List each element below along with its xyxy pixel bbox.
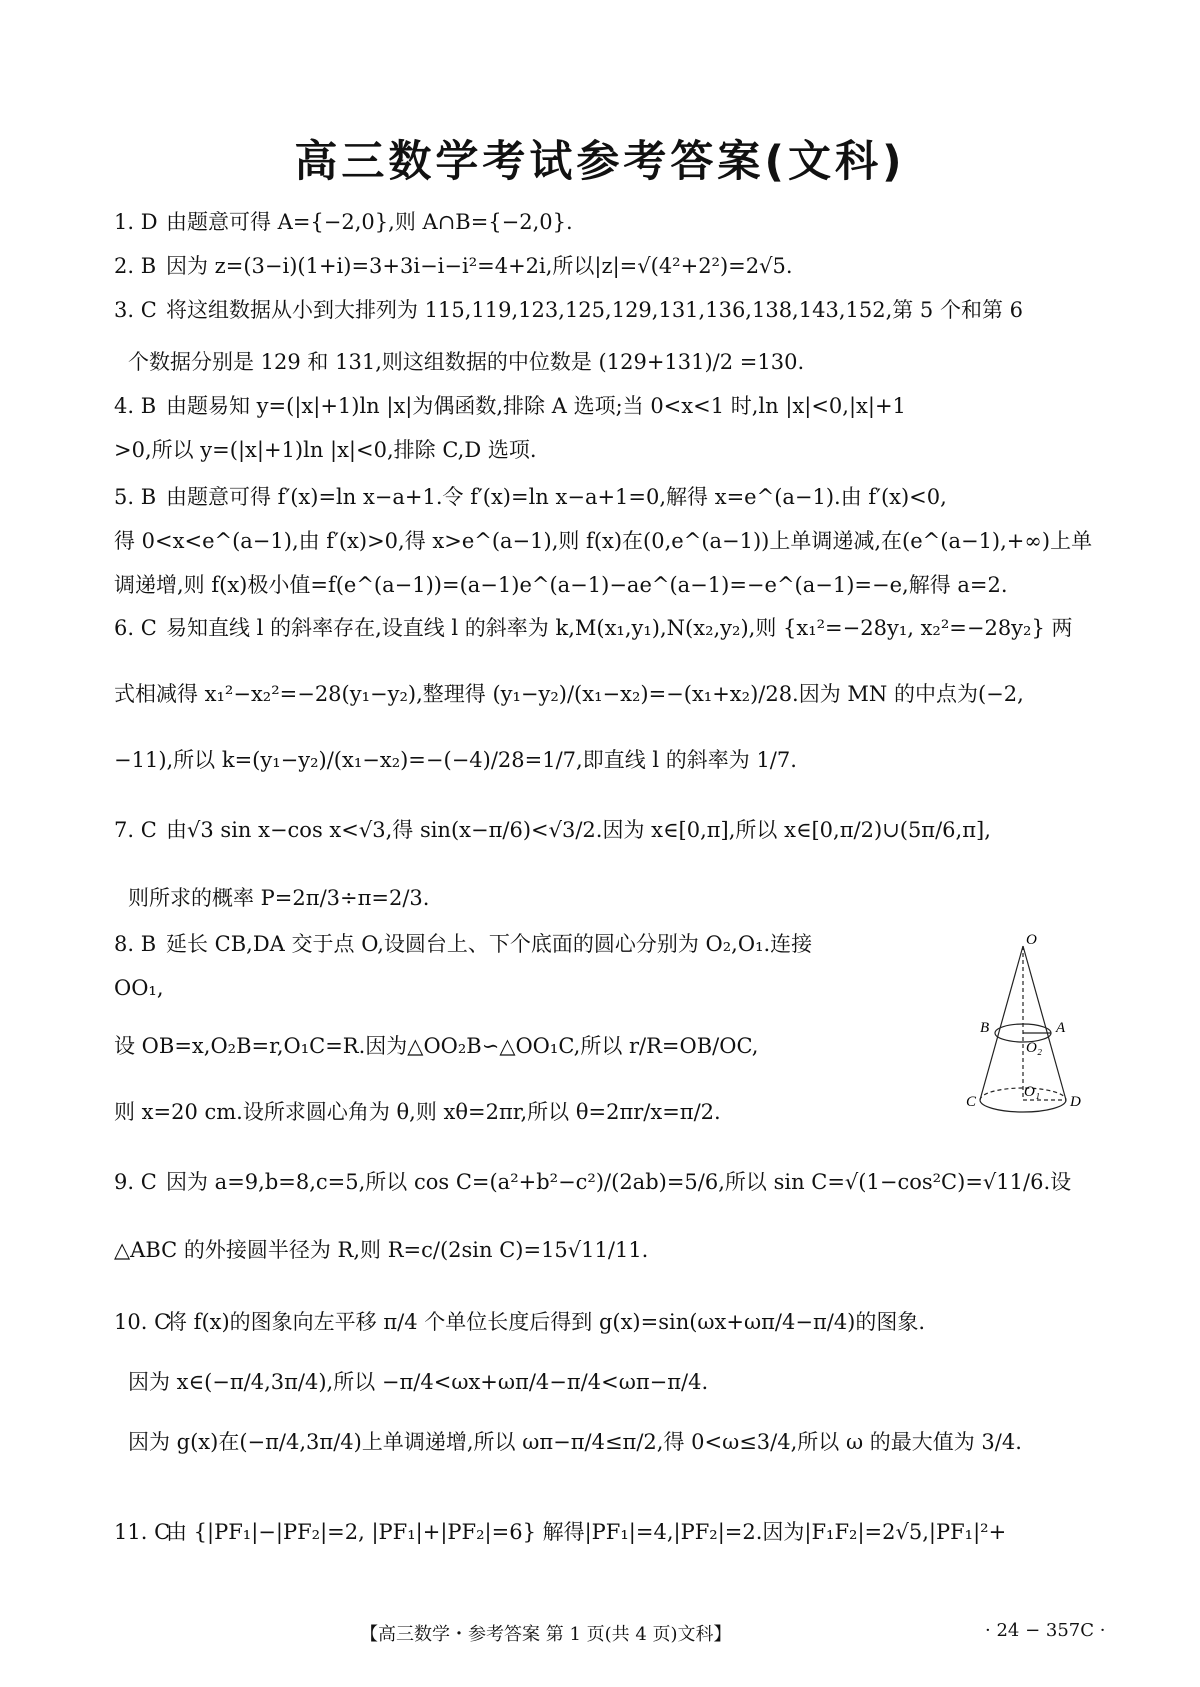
answer-3 bbox=[114, 288, 1100, 384]
footer-page-info: 【高三数学・参考答案 第 1 页(共 4 页)文科】 bbox=[360, 1624, 732, 1645]
answer-10 bbox=[114, 1300, 1100, 1464]
answer-4 bbox=[114, 384, 1100, 472]
answer-text: △ABC 的外接圆半径为 R,则 R=c/(2sin C)=15√11/11. bbox=[114, 1238, 649, 1262]
answer-text: 由题意可得 A={−2,0},则 A∩B={−2,0}. bbox=[166, 210, 573, 234]
answer-text: 由题意可得 f′(x)=ln x−a+1.令 f′(x)=ln x−a+1=0,解得 x=e^(a−1).由 f′(x)<0, bbox=[166, 485, 947, 509]
label-a: A bbox=[1056, 1020, 1066, 1036]
answer-text: 因为 z=(3−i)(1+i)=3+3i−i−i²=4+2i,所以|z|=√(4²+2²)=2√5. bbox=[166, 254, 793, 278]
answer-text: 由√3 sin x−cos x<√3,得 sin(x−π/6)<√3/2.因为 x∈[0,π],所以 x∈[0,π/2)∪(5π/6,π], bbox=[166, 818, 991, 842]
answer-number: 5. B bbox=[114, 485, 157, 509]
answer-text: 因为 g(x)在(−π/4,3π/4)上单调递增,所以 ωπ−π/4≤π/2,得 0<ω≤3/4,所以 ω 的最大值为 3/4. bbox=[128, 1430, 1022, 1454]
answer-number: 9. C bbox=[114, 1170, 157, 1194]
answer-text: −11),所以 k=(y₁−y₂)/(x₁−x₂)=−(−4)/28=1/7,即直线 l 的斜率为 1/7. bbox=[114, 748, 797, 772]
answer-text: OO₁, bbox=[114, 976, 164, 1000]
label-d: D bbox=[1070, 1094, 1081, 1110]
answer-text: 得 0<x<e^(a−1),由 f′(x)>0,得 x>e^(a−1),则 f(x)在(0,e^(a−1))上单调递减,在(e^(a−1),+∞)上单 bbox=[114, 529, 1093, 553]
label-o: O bbox=[1026, 932, 1037, 948]
answer-1 bbox=[114, 200, 1100, 244]
label-b: B bbox=[980, 1020, 990, 1036]
answer-number: 10. C bbox=[114, 1310, 171, 1334]
answer-number: 4. B bbox=[114, 394, 157, 418]
answer-text: 由题易知 y=(|x|+1)ln |x|为偶函数,排除 A 选项;当 0<x<1 时,ln |x|<0,|x|+1 bbox=[166, 394, 906, 418]
answer-text: 将 f(x)的图象向左平移 π/4 个单位长度后得到 g(x)=sin(ωx+ωπ/4−π/4)的图象. bbox=[166, 1310, 926, 1334]
answer-6 bbox=[114, 606, 1100, 782]
footer-code: · 24 − 357C · bbox=[985, 1620, 1106, 1641]
answer-number: 1. D bbox=[114, 210, 158, 234]
answer-text: 调递增,则 f(x)极小值=f(e^(a−1))=(a−1)e^(a−1)−ae^(a−1)=−e^(a−1)=−e,解得 a=2. bbox=[114, 573, 1008, 597]
answer-text: 延长 CB,DA 交于点 O,设圆台上、下个底面的圆心分别为 O₂,O₁.连接 bbox=[166, 932, 813, 956]
answer-8 bbox=[114, 922, 954, 1134]
answer-text: 个数据分别是 129 和 131,则这组数据的中位数是 (129+131)/2 =130. bbox=[128, 350, 805, 374]
answer-text: 则所求的概率 P=2π/3÷π=2/3. bbox=[128, 886, 430, 910]
answer-number: 8. B bbox=[114, 932, 157, 956]
answer-number: 3. C bbox=[114, 298, 157, 322]
answer-text: 则 x=20 cm.设所求圆心角为 θ,则 xθ=2πr,所以 θ=2πr/x=π/2. bbox=[114, 1100, 721, 1124]
answer-11 bbox=[114, 1510, 1100, 1554]
answer-2 bbox=[114, 244, 1100, 288]
answer-number: 2. B bbox=[114, 254, 157, 278]
answer-text: 式相减得 x₁²−x₂²=−28(y₁−y₂),整理得 (y₁−y₂)/(x₁−x₂)=−(x₁+x₂)/28.因为 MN 的中点为(−2, bbox=[114, 682, 1024, 706]
answer-number: 7. C bbox=[114, 818, 157, 842]
answer-7 bbox=[114, 808, 1100, 920]
answer-text: 因为 a=9,b=8,c=5,所以 cos C=(a²+b²−c²)/(2ab)=5/6,所以 sin C=√(1−cos²C)=√11/6.设 bbox=[166, 1170, 1072, 1194]
label-o1: O₁ bbox=[1024, 1084, 1041, 1100]
page-title: 高三数学考试参考答案(文科) bbox=[294, 137, 906, 187]
answer-text: 由 {|PF₁|−|PF₂|=2, |PF₁|+|PF₂|=6} 解得|PF₁|=4,|PF₂|=2.因为|F₁F₂|=2√5,|PF₁|²+ bbox=[166, 1520, 1007, 1544]
answer-text: >0,所以 y=(|x|+1)ln |x|<0,排除 C,D 选项. bbox=[114, 438, 537, 462]
label-o2: O₂ bbox=[1026, 1040, 1043, 1056]
answer-text: 将这组数据从小到大排列为 115,119,123,125,129,131,136,138,143,152,第 5 个和第 6 bbox=[166, 298, 1023, 322]
answer-9 bbox=[114, 1160, 1100, 1272]
answer-text: 因为 x∈(−π/4,3π/4),所以 −π/4<ωx+ωπ/4−π/4<ωπ−π/4. bbox=[128, 1370, 709, 1394]
label-c: C bbox=[966, 1094, 977, 1110]
answer-text: 易知直线 l 的斜率存在,设直线 l 的斜率为 k,M(x₁,y₁),N(x₂,y₂),则 {x₁²=−28y₁, x₂²=−28y₂} 两 bbox=[166, 616, 1073, 640]
answer-number: 11. C bbox=[114, 1520, 171, 1544]
answer-text: 设 OB=x,O₂B=r,O₁C=R.因为△OO₂B∽△OO₁C,所以 r/R=OB/OC, bbox=[114, 1034, 759, 1058]
answer-number: 6. C bbox=[114, 616, 157, 640]
frustum-figure bbox=[958, 928, 1088, 1118]
answer-5 bbox=[114, 475, 1100, 607]
